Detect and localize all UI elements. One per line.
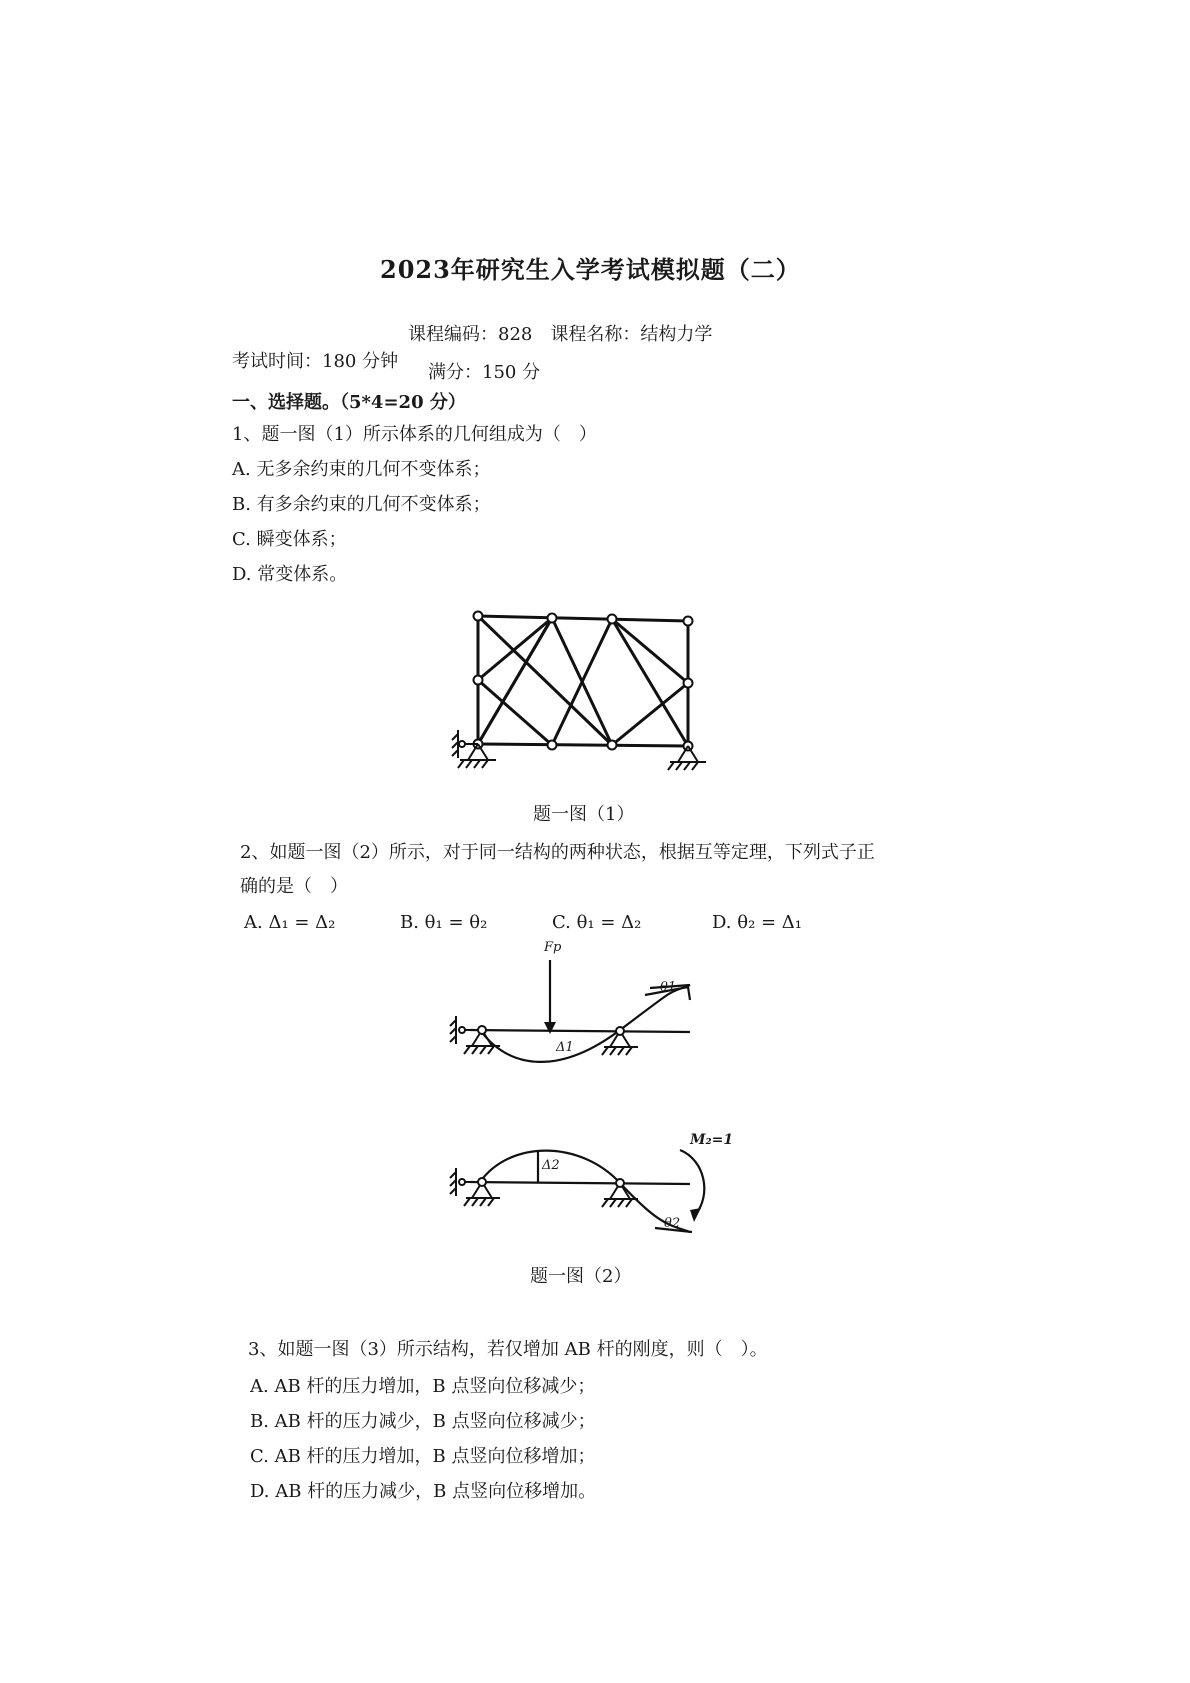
q1-stem: 1、题一图（1）所示体系的几何组成为（ ） <box>232 424 597 445</box>
q2-option-c: C. θ₁ = Δ₂ <box>552 912 642 933</box>
label-moment: M₂=1 <box>690 1132 734 1148</box>
label-theta2: θ2 <box>664 1216 681 1231</box>
label-delta2: Δ2 <box>542 1158 560 1173</box>
q2-option-d: D. θ₂ = Δ₁ <box>712 912 803 933</box>
figure-2-caption: 题一图（2） <box>530 1266 632 1287</box>
q2-option-b: B. θ₁ = θ₂ <box>400 912 488 933</box>
q3-option-d: D. AB 杆的压力减少，B 点竖向位移增加。 <box>250 1481 597 1502</box>
section-heading: 一、选择题。（5*4=20 分） <box>232 392 466 413</box>
figure-1-caption: 题一图（1） <box>533 804 635 825</box>
q3-option-a: A. AB 杆的压力增加，B 点竖向位移减少； <box>250 1376 596 1397</box>
q3-option-b: B. AB 杆的压力减少，B 点竖向位移减少； <box>250 1411 596 1432</box>
q1-option-c: C. 瞬变体系； <box>232 529 347 550</box>
exam-time: 考试时间：180 分钟 <box>232 351 399 372</box>
q2-stem-line2: 确的是（ ） <box>240 876 348 897</box>
course-info: 课程编码：828 课程名称：结构力学 <box>408 324 713 345</box>
q1-option-b: B. 有多余约束的几何不变体系； <box>232 494 491 515</box>
q2-stem-line1: 2、如题一图（2）所示，对于同一结构的两种状态，根据互等定理，下列式子正 <box>240 842 875 863</box>
label-delta1: Δ1 <box>556 1040 574 1055</box>
q3-stem: 3、如题一图（3）所示结构，若仅增加 AB 杆的刚度，则（ ）。 <box>248 1339 768 1360</box>
q1-option-d: D. 常变体系。 <box>232 564 348 585</box>
q3-option-c: C. AB 杆的压力增加，B 点竖向位移增加； <box>250 1446 596 1467</box>
exam-title: 2023年研究生入学考试模拟题（二） <box>380 255 801 284</box>
full-score: 满分：150 分 <box>428 362 541 383</box>
label-force-fp: Fp <box>544 940 562 955</box>
q2-option-a: A. Δ₁ = Δ₂ <box>244 912 336 933</box>
label-theta1: θ1 <box>660 980 677 995</box>
q1-option-a: A. 无多余约束的几何不变体系； <box>232 459 491 480</box>
